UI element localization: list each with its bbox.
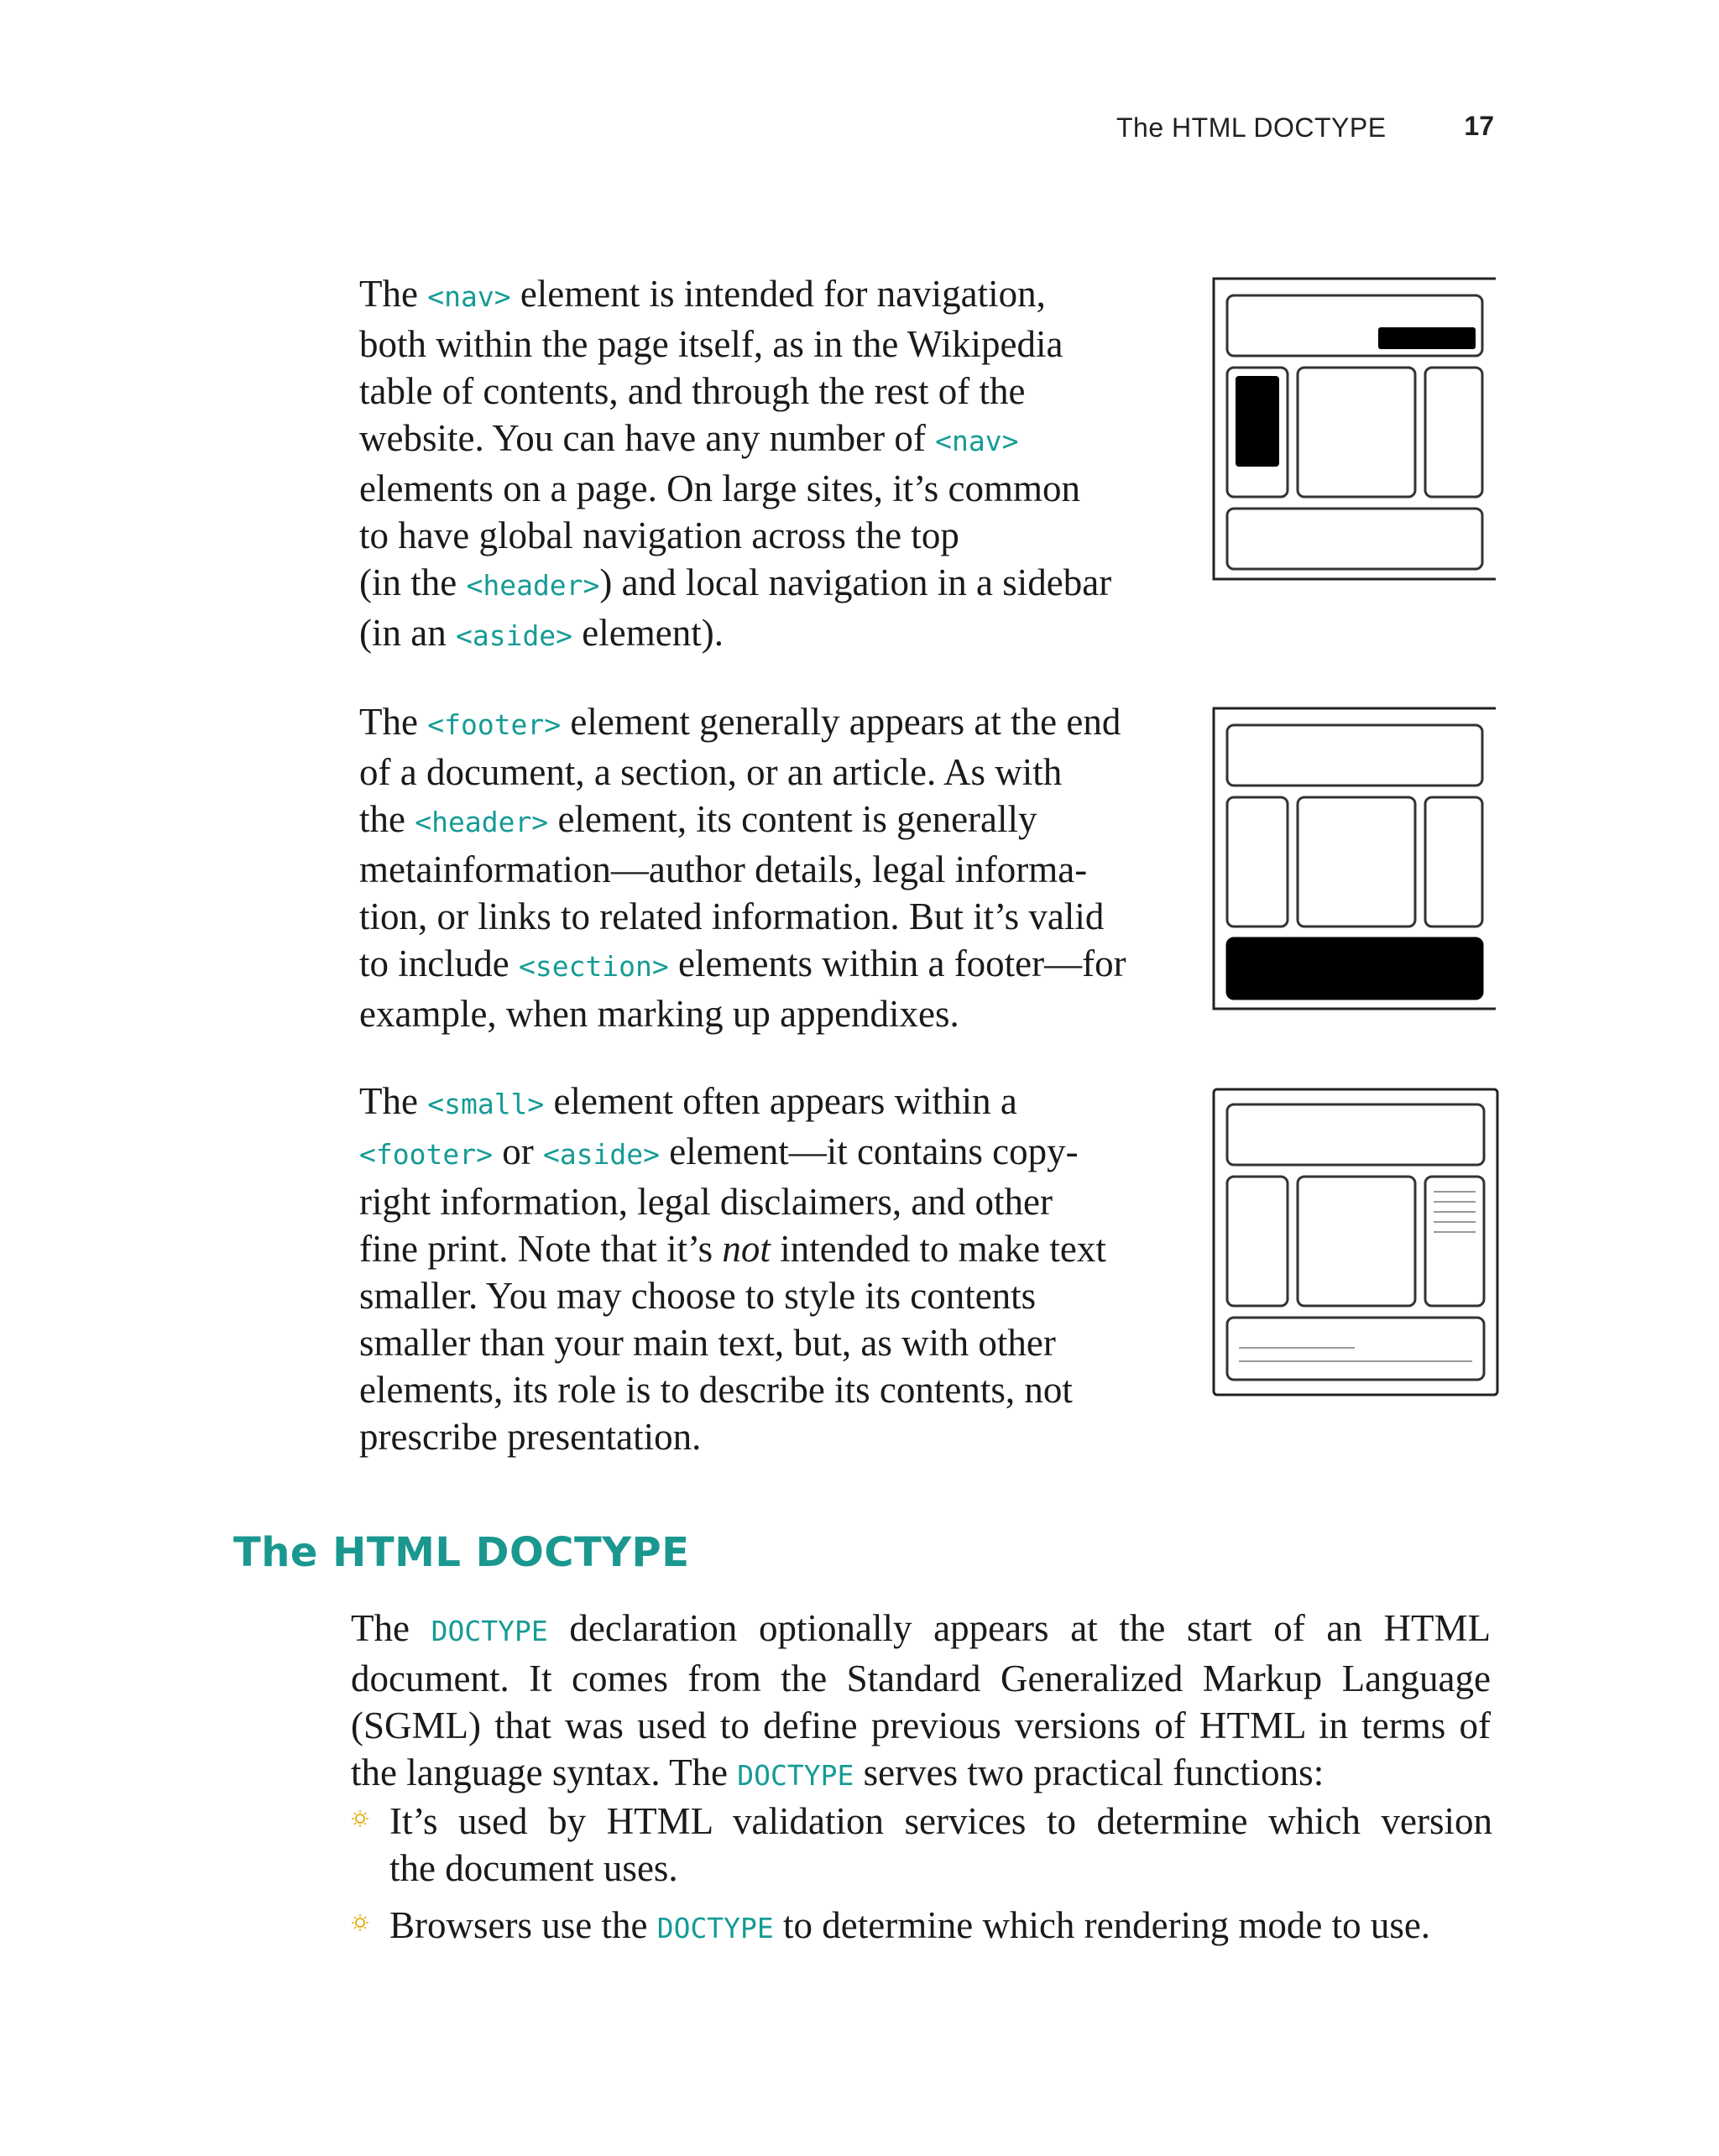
inline-code: <nav> [427, 280, 511, 313]
list-item: Browsers use the DOCTYPE to determine which rendering mode to use. [351, 1902, 1492, 1952]
inline-code: <aside> [455, 619, 573, 652]
inline-code: <small> [427, 1088, 545, 1120]
sunburst-bullet-icon [351, 1809, 369, 1828]
inline-code: <header> [415, 806, 549, 838]
list-item: It’s used by HTML validation services to determine which version the document uses. [351, 1798, 1492, 1892]
inline-code: <footer> [359, 1138, 493, 1171]
inline-code: <header> [466, 569, 600, 602]
inline-code: DOCTYPE [431, 1615, 548, 1647]
doctype-bullet-list [351, 1798, 1492, 1962]
page-number: 17 [1464, 111, 1494, 141]
inline-code: <footer> [427, 708, 562, 741]
nav-paragraph: The <nav> element is intended for navigation, both within the page itself, as in the Wikipedia table of contents, and through the rest of the website. You can have any number of <nav> elements on a page. On large sites, it’s common to have global navigation across the top (in the <header>) and local navigation in a sidebar (in an <aside> element). [359, 273, 1112, 654]
running-head-title: The HTML DOCTYPE [1116, 112, 1387, 143]
inline-code: DOCTYPE [656, 1912, 774, 1945]
section-heading: The HTML DOCTYPE [233, 1529, 690, 1576]
emphasis: not [722, 1228, 771, 1270]
running-head [1116, 107, 1494, 149]
layout-diagram-small [1212, 1088, 1501, 1400]
inline-code: DOCTYPE [737, 1759, 854, 1792]
inline-code: <aside> [542, 1138, 661, 1171]
layout-diagram-nav [1212, 277, 1497, 587]
inline-code: <nav> [935, 425, 1019, 457]
small-paragraph: The <small> element often appears within a <footer> or <aside> element—it contains copy- right information, legal disclaimers, and other fine print. Note that it’s not intended to make text smaller. You may choose to style its contents smaller than your main text, but, as with other elements, its role is to describe its contents, not prescribe presentation. [359, 1080, 1106, 1458]
inline-code: <section> [518, 950, 669, 983]
footer-paragraph: The <footer> element generally appears at the end of a document, a section, or an article. As with the <header> element, its content is generally metainformation—author details, legal informa- tion, or links to related information. But it’s valid to include <section> elements within a footer—for example, when marking up appendixes. [359, 701, 1126, 1035]
sunburst-bullet-icon [351, 1913, 369, 1932]
layout-diagram-footer [1212, 707, 1497, 1017]
doctype-paragraph: The DOCTYPE declaration optionally appears at the start of an HTML document. It comes from the Standard Generalized Markup Language (SGML) that was used to define previous versions of HTML in terms of the language syntax. The DOCTYPE serves two practical functions: [351, 1607, 1491, 1793]
